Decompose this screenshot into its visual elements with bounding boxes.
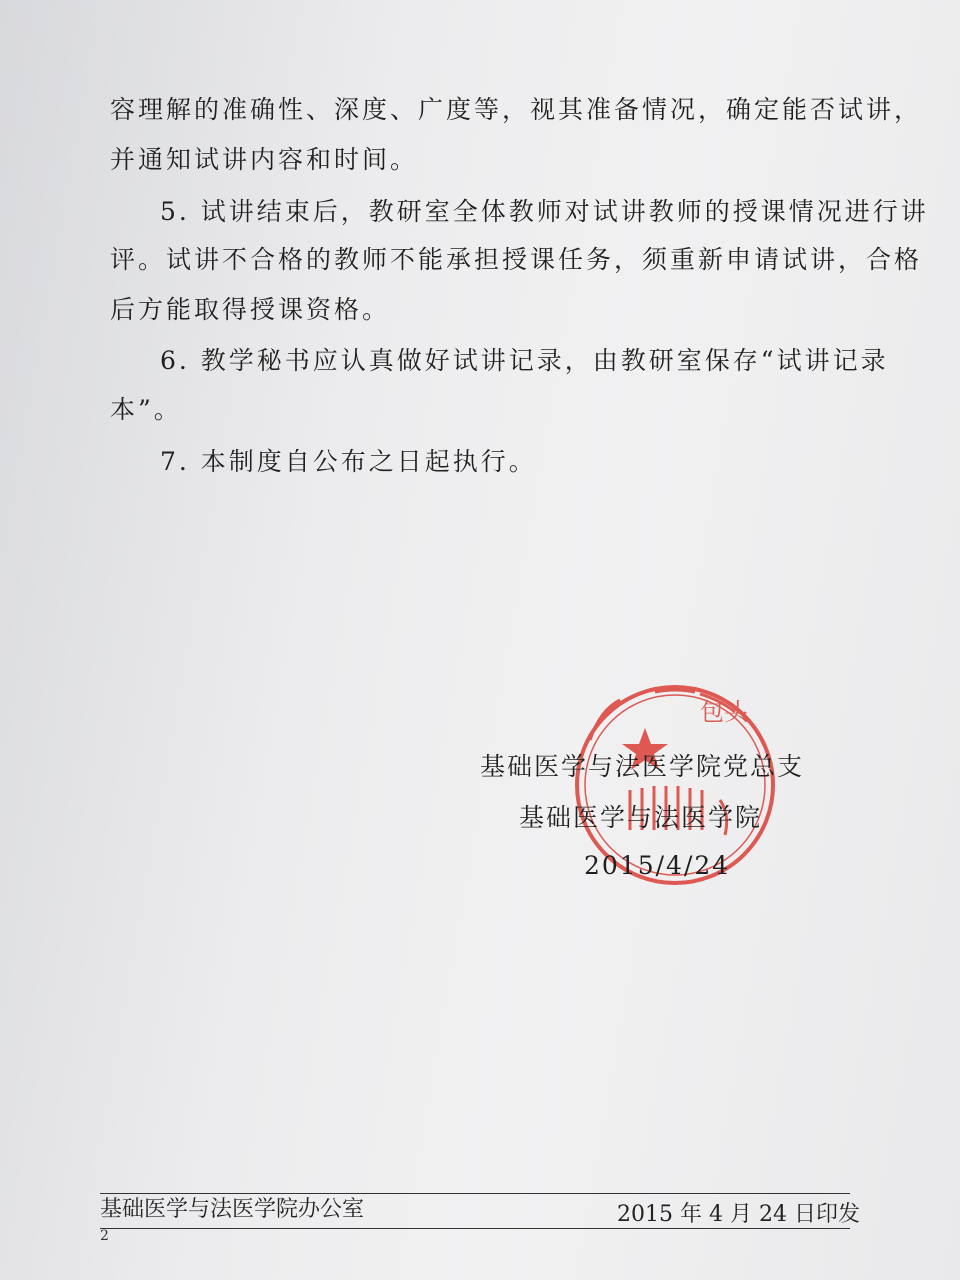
body-line-2: 并通知试讲内容和时间。 bbox=[110, 145, 419, 174]
signature-college: 基础医学与法医学院 bbox=[519, 803, 763, 832]
body-line-7: 本”。 bbox=[110, 395, 182, 424]
signature-date: 2015/4/24 bbox=[584, 851, 731, 880]
footer-office: 基础医学与法医学院办公室 bbox=[100, 1197, 365, 1222]
footer-bottom-rule bbox=[100, 1228, 850, 1229]
body-line-3: 5. 试讲结束后，教研室全体教师对试讲教师的授课情况进行讲 bbox=[160, 197, 929, 226]
seal-text: 包头 bbox=[700, 698, 748, 726]
signature-party-branch: 基础医学与法医学院党总支 bbox=[480, 752, 805, 781]
body-line-8: 7. 本制度自公布之日起执行。 bbox=[160, 447, 537, 476]
footer-issued-date: 2015 年 4 月 24 日印发 bbox=[617, 1202, 860, 1227]
body-line-5: 后方能取得授课资格。 bbox=[110, 295, 391, 324]
page-number: 2 bbox=[100, 1228, 109, 1244]
body-line-4: 评。试讲不合格的教师不能承担授课任务，须重新申请试讲，合格 bbox=[110, 245, 923, 274]
body-line-1: 容理解的准确性、深度、广度等，视其准备情况，确定能否试讲， bbox=[110, 95, 923, 124]
body-line-6: 6. 教学秘书应认真做好试讲记录，由教研室保存“试讲记录 bbox=[160, 346, 889, 375]
footer-top-rule bbox=[100, 1193, 850, 1194]
